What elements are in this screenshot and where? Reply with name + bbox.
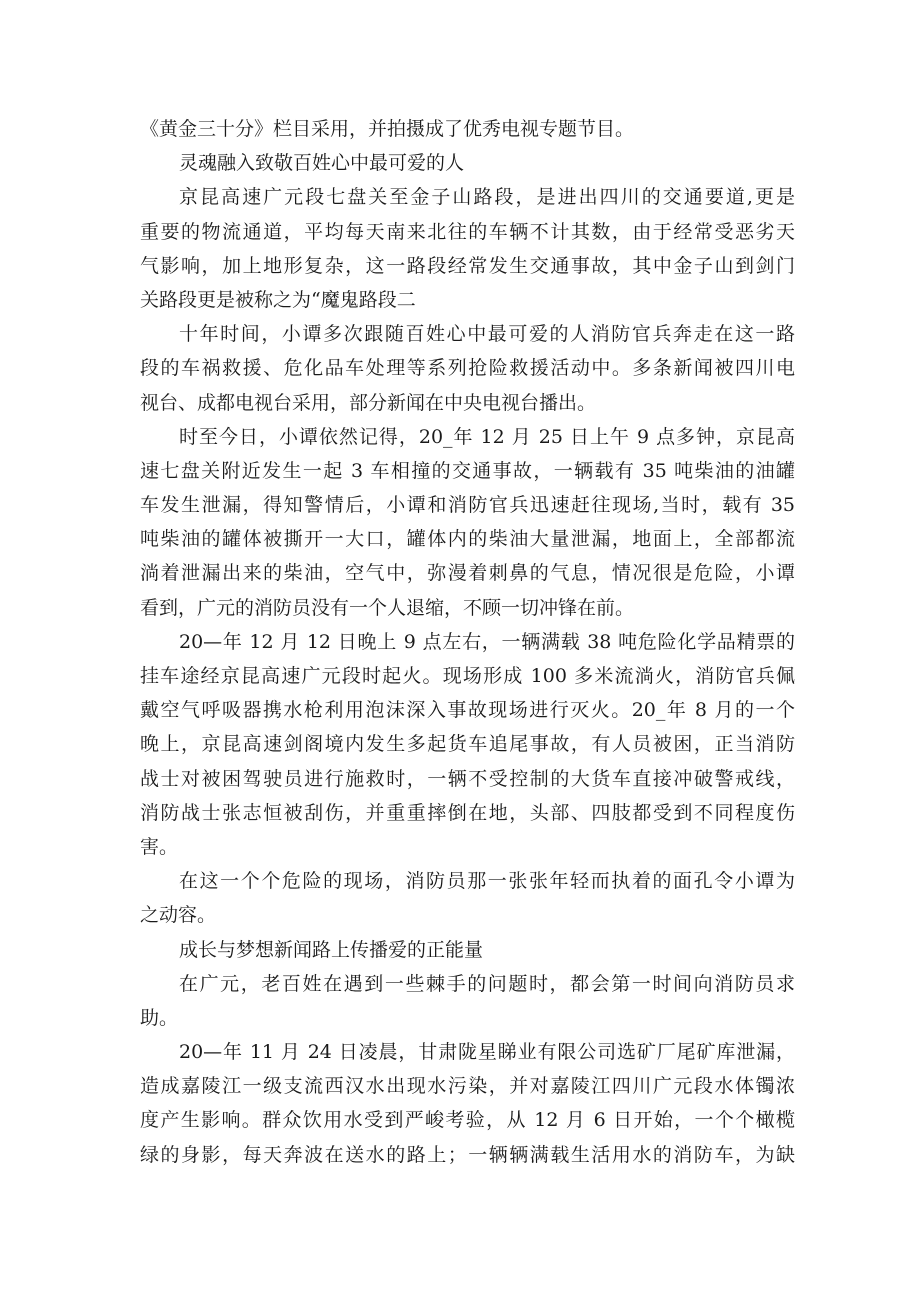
text-line: 关路段更是被称之为“魔鬼路段二	[140, 288, 416, 311]
text-line: 在这一个个危险的现场，消防员那一张张年轻而执着的面孔令小谭为	[179, 870, 795, 893]
text-line: 吨柴油的罐体被撕开一大口，罐体内的柴油大量泄漏，地面上，全部都流	[140, 528, 795, 551]
text-line: 成长与梦想新闻路上传播爱的正能量	[179, 938, 484, 961]
text-line: 车发生泄漏，得知警情后，小谭和消防官兵迅速赶往现场,当时，载有 35	[140, 494, 795, 517]
text-line: 速七盘关附近发生一起 3 车相撞的交通事故，一辆载有 35 吨柴油的油罐	[140, 459, 795, 482]
text-line: 战士对被困驾驶员进行施救时，一辆不受控制的大货车直接冲破警戒线，	[140, 767, 795, 790]
text-line: 重要的物流通道，平均每天南来北往的车辆不计其数，由于经常受恶劣天	[140, 220, 795, 243]
document-body	[140, 112, 795, 1172]
text-line: 时至今日，小谭依然记得，20_年 12 月 25 日上午 9 点多钟，京昆高	[179, 425, 795, 448]
text-line: 在广元，老百姓在遇到一些棘手的问题时，都会第一时间向消防员求	[179, 972, 795, 995]
text-line: 晚上，京昆高速剑阁境内发生多起货车追尾事故，有人员被困，正当消防	[140, 733, 795, 756]
text-line: 挂车途经京昆高速广元段时起火。现场形成 100 多米流淌火，消防官兵佩	[140, 665, 795, 687]
text-line: 《黄金三十分》栏目采用，并拍摄成了优秀电视专题节目。	[140, 118, 635, 140]
text-line: 看到，广元的消防员没有一个人退缩，不顾一切冲锋在前。	[140, 596, 635, 619]
text-line: 灵魂融入致敬百姓心中最可爱的人	[179, 152, 465, 175]
text-line: 京昆高速广元段七盘关至金子山路段，是进出四川的交通要道,更是	[179, 186, 795, 209]
text-line: 助。	[140, 1006, 179, 1029]
text-line: 绿的身影，每天奔波在送水的路上；一辆辆满载生活用水的消防车，为缺	[140, 1143, 795, 1166]
text-line: 害。	[140, 835, 179, 858]
text-line: 戴空气呼吸器携水枪利用泡沫深入事故现场进行灭火。20_年 8 月的一个	[140, 699, 795, 722]
text-line: 淌着泄漏出来的柴油，空气中，弥漫着刺鼻的气息，情况很是危险，小谭	[140, 562, 795, 585]
text-line: 度产生影响。群众饮用水受到严峻考验，从 12 月 6 日开始，一个个橄榄	[140, 1109, 795, 1132]
text-line: 之动容。	[140, 904, 217, 927]
text-line: 20—年 12 月 12 日晚上 9 点左右，一辆满载 38 吨危险化学品精票的	[179, 630, 795, 653]
text-line: 视台、成都电视台采用，部分新闻在中央电视台播出。	[140, 391, 597, 414]
text-line: 消防战士张志恒被刮伤，并重重摔倒在地，头部、四肢都受到不同程度伤	[140, 801, 795, 824]
text-line: 20—年 11 月 24 日凌晨，甘肃陇星睇业有限公司选矿厂尾矿库泄漏，	[179, 1041, 795, 1064]
text-line: 造成嘉陵江一级支流西汉水出现水污染，并对嘉陵江四川广元段水体镯浓	[140, 1075, 795, 1098]
text-line: 段的车祸救援、危化品车处理等系列抢险救援活动中。多条新闻被四川电	[140, 357, 795, 380]
text-line: 十年时间，小谭多次跟随百姓心中最可爱的人消防官兵奔走在这一路	[179, 323, 795, 346]
text-line: 气影响，加上地形复杂，这一路段经常发生交通事故，其中金子山到剑门	[140, 254, 795, 277]
